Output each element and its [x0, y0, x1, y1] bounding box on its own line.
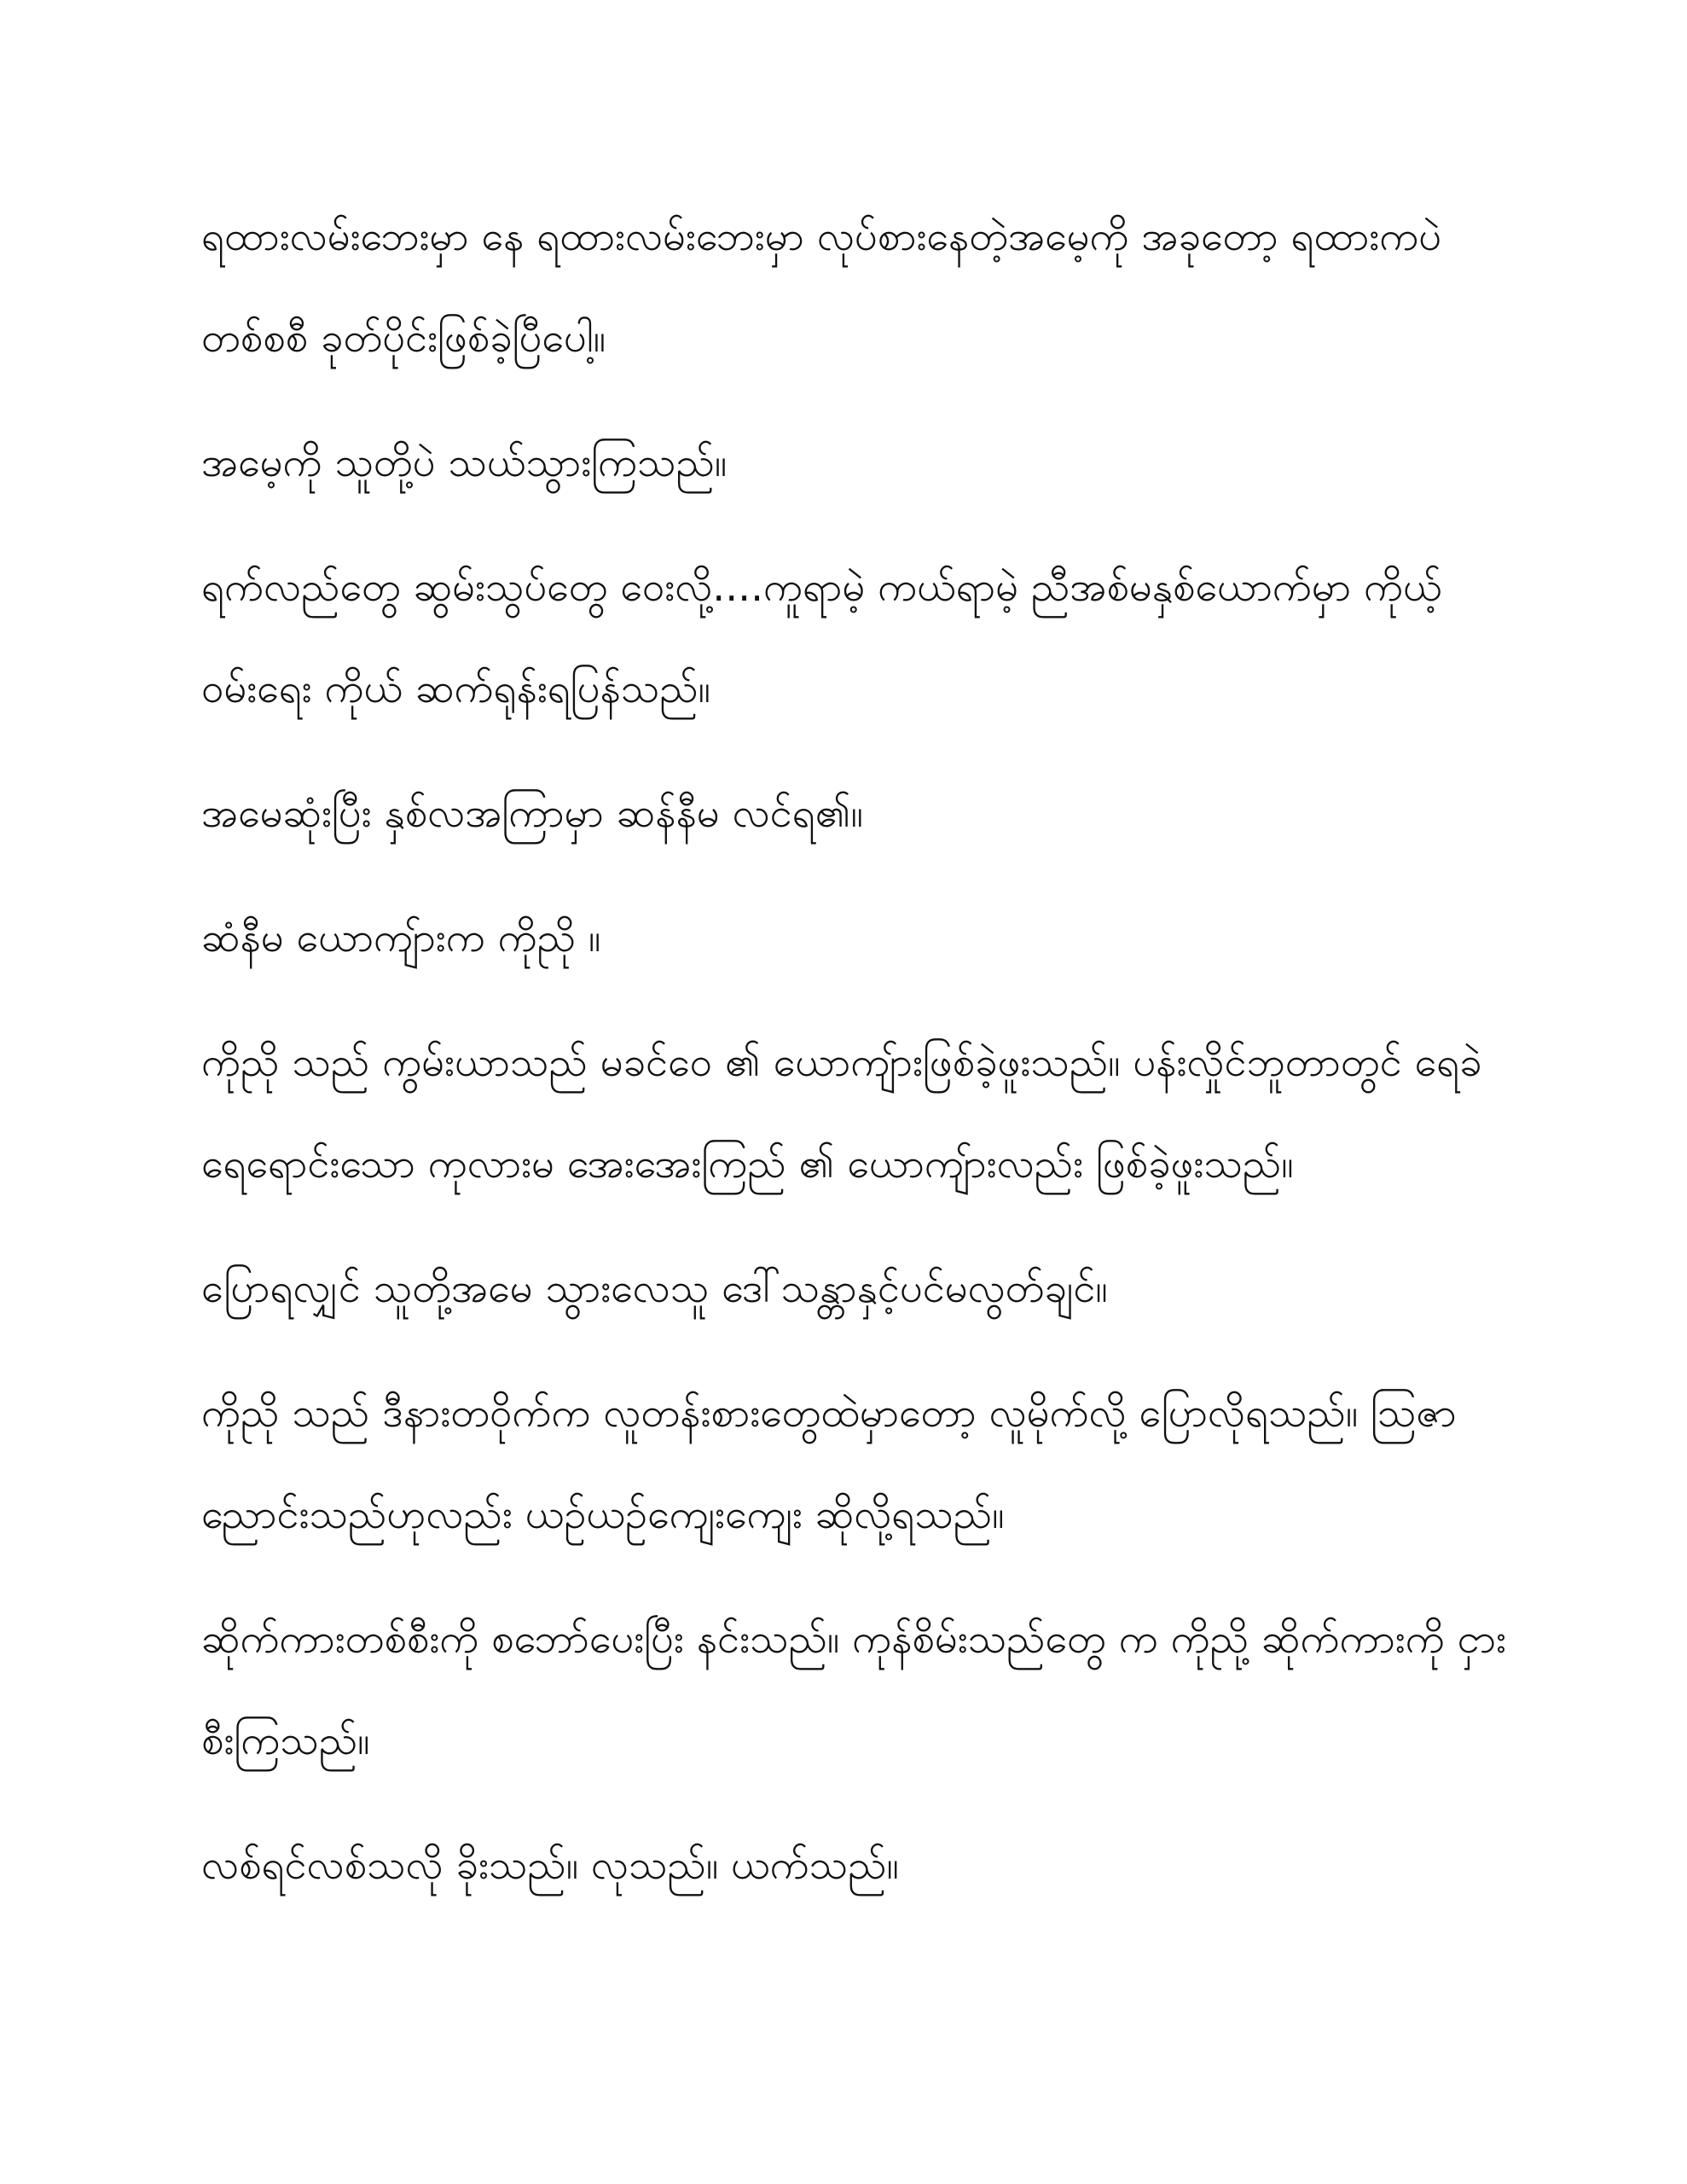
paragraph: အမေဆုံးပြီး နှစ်လအကြာမှာ ဆန်နီမ လင်ရ၏။ — [201, 790, 863, 837]
paragraph: အမေ့ကို သူတို့ပဲ သယ်သွားကြသည်။ — [201, 439, 728, 486]
paragraph: ဆံနီမ ယောကျ်ားက ကိုညို ။ — [201, 915, 601, 961]
paragraph: ပြောရလျှင် သူတို့အမေ သွားလေသူ ဒေါ်သန္တာနှင့်ပင်မလွတ်ချင်။ — [201, 1265, 1108, 1312]
paragraph: ကိုညို သည် ကွမ်းယာသည် မခင်ဝေ ၏ ယောကျ်ားဖြစ်ခဲ့ဖူးသည်။ ပန်းလှိုင်ဘူတာတွင် ရေခဲရေရောင်းသော ကုလားမ အေးအေးကြည် ၏ ယောကျ်ားလည်း ဖြစ်ခဲ့ဖူးသည်။ — [201, 1039, 1482, 1188]
paragraph: ရက်လည်တွေ ဆွမ်းသွပ်တွေ ဝေးလို့....ကူရာမဲ့ ကယ်ရာမဲ့ ညီအစ်မနှစ်ယောက်မှာ ကိုယ့်ဝမ်းရေး ကိုယ် ဆက်ရုန်းရပြန်သည်။ — [201, 564, 1442, 712]
paragraph: ဆိုက်ကားတစ်စီးကို စဘော်ပေးပြီး နင်းသည်။ ကုန်စိမ်းသည်တွေ က ကိုညို့ ဆိုက်ကားကို ငှားစီးကြသည်။ — [201, 1616, 1506, 1764]
paragraph: ရထားလမ်းဘေးမှာ နေ ရထားလမ်းဘေးမှာ လုပ်စားနေတဲ့အမေ့ကို အခုတော့ ရထားကပဲ တစ်စစီ ခုတ်ပိုင်းဖြစ်ခဲ့ပြီပေါ့။ — [201, 213, 1442, 362]
paragraph: ကိုညို သည် ဒီနားတဝိုက်က လူတန်းစားတွေထဲမှာတော့ လူမိုက်လို့ ပြောလိုရသည်။ သြဇာညောင်းသည်ဟုလည်း ယဉ်ယဉ်ကျေးကျေး ဆိုလို့ရသည်။ — [201, 1390, 1457, 1538]
paragraph: လစ်ရင်လစ်သလို ခိုးသည်။ လုသည်။ ယက်သည်။ — [201, 1842, 899, 1889]
document-body — [201, 186, 1506, 1939]
